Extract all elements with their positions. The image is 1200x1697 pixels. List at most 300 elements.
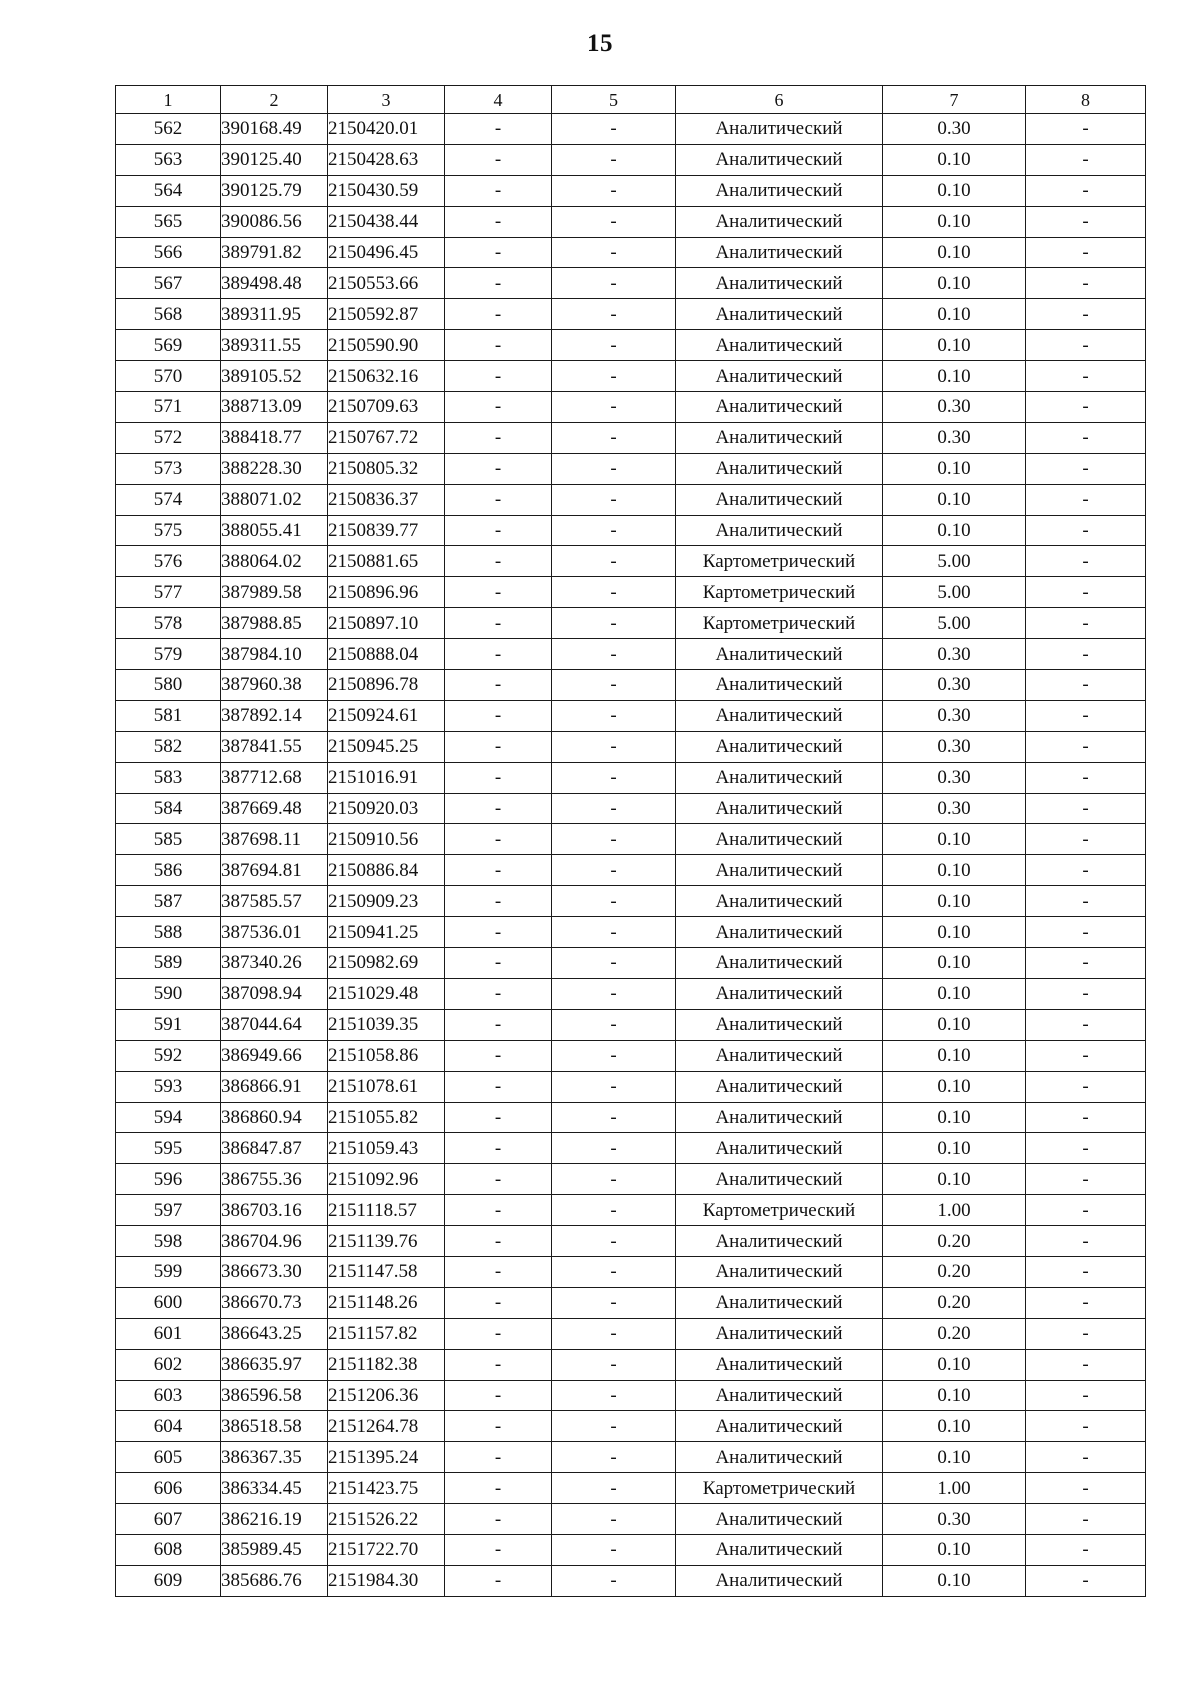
col-4-cell: - bbox=[445, 948, 552, 979]
table-row bbox=[116, 1442, 1146, 1473]
y-coordinate-cell: 2151206.36 bbox=[328, 1380, 445, 1411]
method-cell: Аналитический bbox=[676, 1504, 883, 1535]
table-row bbox=[116, 361, 1146, 392]
point-number-cell: 600 bbox=[116, 1287, 221, 1318]
accuracy-cell: 0.30 bbox=[883, 422, 1026, 453]
method-cell: Аналитический bbox=[676, 1040, 883, 1071]
table-row bbox=[116, 1009, 1146, 1040]
col-8-cell: - bbox=[1026, 762, 1146, 793]
point-number-cell: 591 bbox=[116, 1009, 221, 1040]
method-cell: Аналитический bbox=[676, 978, 883, 1009]
col-5-cell: - bbox=[552, 206, 676, 237]
method-cell: Аналитический bbox=[676, 515, 883, 546]
accuracy-cell: 0.10 bbox=[883, 1164, 1026, 1195]
point-number-cell: 607 bbox=[116, 1504, 221, 1535]
accuracy-cell: 0.10 bbox=[883, 886, 1026, 917]
col-5-cell: - bbox=[552, 670, 676, 701]
col-8-cell: - bbox=[1026, 1133, 1146, 1164]
col-8-cell: - bbox=[1026, 948, 1146, 979]
col-8-cell: - bbox=[1026, 546, 1146, 577]
accuracy-cell: 0.30 bbox=[883, 700, 1026, 731]
method-cell: Аналитический bbox=[676, 762, 883, 793]
point-number-cell: 601 bbox=[116, 1318, 221, 1349]
x-coordinate-cell: 388713.09 bbox=[221, 392, 328, 423]
method-cell: Аналитический bbox=[676, 237, 883, 268]
col-5-cell: - bbox=[552, 948, 676, 979]
x-coordinate-cell: 389791.82 bbox=[221, 237, 328, 268]
col-8-cell: - bbox=[1026, 731, 1146, 762]
accuracy-cell: 0.10 bbox=[883, 1534, 1026, 1565]
col-5-cell: - bbox=[552, 453, 676, 484]
accuracy-cell: 0.10 bbox=[883, 1349, 1026, 1380]
table-row bbox=[116, 392, 1146, 423]
y-coordinate-cell: 2150438.44 bbox=[328, 206, 445, 237]
col-4-cell: - bbox=[445, 1102, 552, 1133]
col-5-cell: - bbox=[552, 392, 676, 423]
accuracy-cell: 0.10 bbox=[883, 237, 1026, 268]
point-number-cell: 580 bbox=[116, 670, 221, 701]
x-coordinate-cell: 387536.01 bbox=[221, 917, 328, 948]
point-number-cell: 575 bbox=[116, 515, 221, 546]
col-4-cell: - bbox=[445, 1226, 552, 1257]
col-8-cell: - bbox=[1026, 1318, 1146, 1349]
col-4-cell: - bbox=[445, 762, 552, 793]
y-coordinate-cell: 2150924.61 bbox=[328, 700, 445, 731]
x-coordinate-cell: 389105.52 bbox=[221, 361, 328, 392]
col-8-cell: - bbox=[1026, 392, 1146, 423]
col-5-cell: - bbox=[552, 1380, 676, 1411]
y-coordinate-cell: 2151059.43 bbox=[328, 1133, 445, 1164]
col-4-cell: - bbox=[445, 144, 552, 175]
method-cell: Аналитический bbox=[676, 1287, 883, 1318]
method-cell: Аналитический bbox=[676, 1009, 883, 1040]
point-number-cell: 576 bbox=[116, 546, 221, 577]
col-4-cell: - bbox=[445, 1256, 552, 1287]
col-8-cell: - bbox=[1026, 1164, 1146, 1195]
accuracy-cell: 0.30 bbox=[883, 114, 1026, 145]
col-8-cell: - bbox=[1026, 361, 1146, 392]
col-5-cell: - bbox=[552, 917, 676, 948]
col-8-cell: - bbox=[1026, 206, 1146, 237]
y-coordinate-cell: 2151055.82 bbox=[328, 1102, 445, 1133]
table-row bbox=[116, 330, 1146, 361]
y-coordinate-cell: 2151395.24 bbox=[328, 1442, 445, 1473]
accuracy-cell: 0.10 bbox=[883, 1040, 1026, 1071]
method-cell: Аналитический bbox=[676, 793, 883, 824]
col-8-cell: - bbox=[1026, 1349, 1146, 1380]
col-5-cell: - bbox=[552, 546, 676, 577]
accuracy-cell: 0.10 bbox=[883, 1133, 1026, 1164]
col-5-cell: - bbox=[552, 515, 676, 546]
col-4-cell: - bbox=[445, 793, 552, 824]
point-number-cell: 572 bbox=[116, 422, 221, 453]
x-coordinate-cell: 386860.94 bbox=[221, 1102, 328, 1133]
accuracy-cell: 0.30 bbox=[883, 670, 1026, 701]
point-number-cell: 588 bbox=[116, 917, 221, 948]
col-4-cell: - bbox=[445, 361, 552, 392]
method-cell: Аналитический bbox=[676, 670, 883, 701]
method-cell: Аналитический bbox=[676, 175, 883, 206]
col-8-cell: - bbox=[1026, 453, 1146, 484]
accuracy-cell: 0.10 bbox=[883, 268, 1026, 299]
x-coordinate-cell: 387841.55 bbox=[221, 731, 328, 762]
y-coordinate-cell: 2150920.03 bbox=[328, 793, 445, 824]
col-5-cell: - bbox=[552, 1226, 676, 1257]
x-coordinate-cell: 386755.36 bbox=[221, 1164, 328, 1195]
col-5-cell: - bbox=[552, 1164, 676, 1195]
col-4-cell: - bbox=[445, 731, 552, 762]
accuracy-cell: 0.10 bbox=[883, 1380, 1026, 1411]
accuracy-cell: 0.10 bbox=[883, 299, 1026, 330]
col-4-cell: - bbox=[445, 515, 552, 546]
col-5-cell: - bbox=[552, 144, 676, 175]
col-4-cell: - bbox=[445, 1504, 552, 1535]
col-4-cell: - bbox=[445, 577, 552, 608]
point-number-cell: 568 bbox=[116, 299, 221, 330]
y-coordinate-cell: 2150896.96 bbox=[328, 577, 445, 608]
table-row bbox=[116, 731, 1146, 762]
col-5-cell: - bbox=[552, 855, 676, 886]
y-coordinate-cell: 2150897.10 bbox=[328, 608, 445, 639]
accuracy-cell: 0.30 bbox=[883, 639, 1026, 670]
method-cell: Аналитический bbox=[676, 206, 883, 237]
accuracy-cell: 0.10 bbox=[883, 206, 1026, 237]
point-number-cell: 567 bbox=[116, 268, 221, 299]
point-number-cell: 598 bbox=[116, 1226, 221, 1257]
y-coordinate-cell: 2150592.87 bbox=[328, 299, 445, 330]
col-8-cell: - bbox=[1026, 1473, 1146, 1504]
col-5-cell: - bbox=[552, 1504, 676, 1535]
col-4-cell: - bbox=[445, 824, 552, 855]
y-coordinate-cell: 2150709.63 bbox=[328, 392, 445, 423]
x-coordinate-cell: 389311.95 bbox=[221, 299, 328, 330]
table-row bbox=[116, 1040, 1146, 1071]
y-coordinate-cell: 2150428.63 bbox=[328, 144, 445, 175]
x-coordinate-cell: 385989.45 bbox=[221, 1534, 328, 1565]
col-4-cell: - bbox=[445, 917, 552, 948]
accuracy-cell: 0.10 bbox=[883, 361, 1026, 392]
table-row bbox=[116, 515, 1146, 546]
x-coordinate-cell: 390086.56 bbox=[221, 206, 328, 237]
col-5-cell: - bbox=[552, 484, 676, 515]
point-number-cell: 574 bbox=[116, 484, 221, 515]
col-4-cell: - bbox=[445, 1380, 552, 1411]
accuracy-cell: 0.10 bbox=[883, 484, 1026, 515]
method-cell: Картометрический bbox=[676, 1195, 883, 1226]
table-row bbox=[116, 1380, 1146, 1411]
method-cell: Аналитический bbox=[676, 114, 883, 145]
x-coordinate-cell: 387669.48 bbox=[221, 793, 328, 824]
col-4-cell: - bbox=[445, 237, 552, 268]
accuracy-cell: 0.10 bbox=[883, 948, 1026, 979]
table-row bbox=[116, 1164, 1146, 1195]
method-cell: Аналитический bbox=[676, 1164, 883, 1195]
col-5-cell: - bbox=[552, 1071, 676, 1102]
col-8-cell: - bbox=[1026, 1226, 1146, 1257]
point-number-cell: 604 bbox=[116, 1411, 221, 1442]
col-4-cell: - bbox=[445, 978, 552, 1009]
table-body bbox=[116, 114, 1146, 1597]
col-5-cell: - bbox=[552, 639, 676, 670]
x-coordinate-cell: 387960.38 bbox=[221, 670, 328, 701]
table-row bbox=[116, 855, 1146, 886]
x-coordinate-cell: 390168.49 bbox=[221, 114, 328, 145]
col-5-cell: - bbox=[552, 422, 676, 453]
col-5-cell: - bbox=[552, 361, 676, 392]
col-4-cell: - bbox=[445, 546, 552, 577]
y-coordinate-cell: 2151264.78 bbox=[328, 1411, 445, 1442]
col-5-cell: - bbox=[552, 1040, 676, 1071]
table-row bbox=[116, 1411, 1146, 1442]
header-row bbox=[116, 86, 1146, 114]
y-coordinate-cell: 2150910.56 bbox=[328, 824, 445, 855]
table-row bbox=[116, 824, 1146, 855]
col-8-cell: - bbox=[1026, 1009, 1146, 1040]
method-cell: Аналитический bbox=[676, 886, 883, 917]
col-8-cell: - bbox=[1026, 114, 1146, 145]
x-coordinate-cell: 389498.48 bbox=[221, 268, 328, 299]
y-coordinate-cell: 2151092.96 bbox=[328, 1164, 445, 1195]
coordinates-table bbox=[115, 85, 1146, 1597]
col-5-cell: - bbox=[552, 1009, 676, 1040]
table-row bbox=[116, 453, 1146, 484]
point-number-cell: 565 bbox=[116, 206, 221, 237]
x-coordinate-cell: 388071.02 bbox=[221, 484, 328, 515]
header-col-3: 3 bbox=[328, 86, 445, 114]
x-coordinate-cell: 386703.16 bbox=[221, 1195, 328, 1226]
method-cell: Картометрический bbox=[676, 577, 883, 608]
accuracy-cell: 0.10 bbox=[883, 330, 1026, 361]
col-8-cell: - bbox=[1026, 700, 1146, 731]
method-cell: Аналитический bbox=[676, 1256, 883, 1287]
table-row bbox=[116, 670, 1146, 701]
y-coordinate-cell: 2151526.22 bbox=[328, 1504, 445, 1535]
point-number-cell: 596 bbox=[116, 1164, 221, 1195]
point-number-cell: 582 bbox=[116, 731, 221, 762]
header-col-7: 7 bbox=[883, 86, 1026, 114]
method-cell: Аналитический bbox=[676, 422, 883, 453]
header-col-2: 2 bbox=[221, 86, 328, 114]
method-cell: Аналитический bbox=[676, 700, 883, 731]
col-8-cell: - bbox=[1026, 1565, 1146, 1596]
col-5-cell: - bbox=[552, 886, 676, 917]
col-4-cell: - bbox=[445, 1349, 552, 1380]
point-number-cell: 563 bbox=[116, 144, 221, 175]
method-cell: Аналитический bbox=[676, 1411, 883, 1442]
method-cell: Аналитический bbox=[676, 1133, 883, 1164]
col-5-cell: - bbox=[552, 1349, 676, 1380]
method-cell: Аналитический bbox=[676, 268, 883, 299]
x-coordinate-cell: 386670.73 bbox=[221, 1287, 328, 1318]
y-coordinate-cell: 2151016.91 bbox=[328, 762, 445, 793]
col-5-cell: - bbox=[552, 1473, 676, 1504]
y-coordinate-cell: 2150941.25 bbox=[328, 917, 445, 948]
col-8-cell: - bbox=[1026, 824, 1146, 855]
y-coordinate-cell: 2150888.04 bbox=[328, 639, 445, 670]
x-coordinate-cell: 386635.97 bbox=[221, 1349, 328, 1380]
method-cell: Аналитический bbox=[676, 948, 883, 979]
point-number-cell: 586 bbox=[116, 855, 221, 886]
col-4-cell: - bbox=[445, 1164, 552, 1195]
y-coordinate-cell: 2151118.57 bbox=[328, 1195, 445, 1226]
col-8-cell: - bbox=[1026, 1256, 1146, 1287]
method-cell: Аналитический bbox=[676, 484, 883, 515]
col-8-cell: - bbox=[1026, 484, 1146, 515]
table-row bbox=[116, 1565, 1146, 1596]
header-col-6: 6 bbox=[676, 86, 883, 114]
col-8-cell: - bbox=[1026, 1040, 1146, 1071]
method-cell: Аналитический bbox=[676, 1318, 883, 1349]
y-coordinate-cell: 2151722.70 bbox=[328, 1534, 445, 1565]
y-coordinate-cell: 2150632.16 bbox=[328, 361, 445, 392]
point-number-cell: 581 bbox=[116, 700, 221, 731]
col-4-cell: - bbox=[445, 700, 552, 731]
col-8-cell: - bbox=[1026, 175, 1146, 206]
col-5-cell: - bbox=[552, 577, 676, 608]
x-coordinate-cell: 387984.10 bbox=[221, 639, 328, 670]
table-row bbox=[116, 1504, 1146, 1535]
y-coordinate-cell: 2151423.75 bbox=[328, 1473, 445, 1504]
point-number-cell: 585 bbox=[116, 824, 221, 855]
accuracy-cell: 5.00 bbox=[883, 546, 1026, 577]
table-row bbox=[116, 422, 1146, 453]
method-cell: Аналитический bbox=[676, 330, 883, 361]
x-coordinate-cell: 387694.81 bbox=[221, 855, 328, 886]
col-8-cell: - bbox=[1026, 793, 1146, 824]
col-8-cell: - bbox=[1026, 1195, 1146, 1226]
point-number-cell: 609 bbox=[116, 1565, 221, 1596]
col-5-cell: - bbox=[552, 1256, 676, 1287]
accuracy-cell: 0.10 bbox=[883, 824, 1026, 855]
table-row bbox=[116, 639, 1146, 670]
accuracy-cell: 0.20 bbox=[883, 1318, 1026, 1349]
col-5-cell: - bbox=[552, 762, 676, 793]
col-4-cell: - bbox=[445, 1473, 552, 1504]
table-row bbox=[116, 1226, 1146, 1257]
col-4-cell: - bbox=[445, 268, 552, 299]
col-4-cell: - bbox=[445, 1565, 552, 1596]
col-4-cell: - bbox=[445, 392, 552, 423]
point-number-cell: 605 bbox=[116, 1442, 221, 1473]
y-coordinate-cell: 2150886.84 bbox=[328, 855, 445, 886]
y-coordinate-cell: 2151078.61 bbox=[328, 1071, 445, 1102]
table-row bbox=[116, 1102, 1146, 1133]
x-coordinate-cell: 388055.41 bbox=[221, 515, 328, 546]
y-coordinate-cell: 2150836.37 bbox=[328, 484, 445, 515]
col-4-cell: - bbox=[445, 1411, 552, 1442]
x-coordinate-cell: 386334.45 bbox=[221, 1473, 328, 1504]
col-4-cell: - bbox=[445, 1318, 552, 1349]
method-cell: Аналитический bbox=[676, 1380, 883, 1411]
method-cell: Картометрический bbox=[676, 546, 883, 577]
table-row bbox=[116, 175, 1146, 206]
col-5-cell: - bbox=[552, 731, 676, 762]
y-coordinate-cell: 2150590.90 bbox=[328, 330, 445, 361]
point-number-cell: 583 bbox=[116, 762, 221, 793]
accuracy-cell: 0.10 bbox=[883, 144, 1026, 175]
accuracy-cell: 0.10 bbox=[883, 515, 1026, 546]
method-cell: Аналитический bbox=[676, 453, 883, 484]
header-col-8: 8 bbox=[1026, 86, 1146, 114]
table-row bbox=[116, 1256, 1146, 1287]
method-cell: Аналитический bbox=[676, 361, 883, 392]
x-coordinate-cell: 387988.85 bbox=[221, 608, 328, 639]
accuracy-cell: 0.30 bbox=[883, 793, 1026, 824]
point-number-cell: 569 bbox=[116, 330, 221, 361]
y-coordinate-cell: 2150839.77 bbox=[328, 515, 445, 546]
table-row bbox=[116, 978, 1146, 1009]
y-coordinate-cell: 2151029.48 bbox=[328, 978, 445, 1009]
table-row bbox=[116, 762, 1146, 793]
point-number-cell: 594 bbox=[116, 1102, 221, 1133]
col-4-cell: - bbox=[445, 422, 552, 453]
y-coordinate-cell: 2150896.78 bbox=[328, 670, 445, 701]
y-coordinate-cell: 2151984.30 bbox=[328, 1565, 445, 1596]
col-4-cell: - bbox=[445, 1442, 552, 1473]
y-coordinate-cell: 2150767.72 bbox=[328, 422, 445, 453]
point-number-cell: 606 bbox=[116, 1473, 221, 1504]
accuracy-cell: 0.20 bbox=[883, 1226, 1026, 1257]
col-5-cell: - bbox=[552, 1195, 676, 1226]
y-coordinate-cell: 2150496.45 bbox=[328, 237, 445, 268]
header-col-5: 5 bbox=[552, 86, 676, 114]
point-number-cell: 608 bbox=[116, 1534, 221, 1565]
col-5-cell: - bbox=[552, 978, 676, 1009]
point-number-cell: 595 bbox=[116, 1133, 221, 1164]
accuracy-cell: 0.10 bbox=[883, 978, 1026, 1009]
point-number-cell: 570 bbox=[116, 361, 221, 392]
point-number-cell: 584 bbox=[116, 793, 221, 824]
x-coordinate-cell: 387698.11 bbox=[221, 824, 328, 855]
method-cell: Аналитический bbox=[676, 1102, 883, 1133]
x-coordinate-cell: 387098.94 bbox=[221, 978, 328, 1009]
accuracy-cell: 0.10 bbox=[883, 917, 1026, 948]
accuracy-cell: 0.30 bbox=[883, 731, 1026, 762]
accuracy-cell: 1.00 bbox=[883, 1195, 1026, 1226]
method-cell: Аналитический bbox=[676, 1071, 883, 1102]
y-coordinate-cell: 2150881.65 bbox=[328, 546, 445, 577]
y-coordinate-cell: 2151039.35 bbox=[328, 1009, 445, 1040]
x-coordinate-cell: 386216.19 bbox=[221, 1504, 328, 1535]
col-8-cell: - bbox=[1026, 1504, 1146, 1535]
method-cell: Картометрический bbox=[676, 1473, 883, 1504]
method-cell: Аналитический bbox=[676, 392, 883, 423]
col-5-cell: - bbox=[552, 824, 676, 855]
col-8-cell: - bbox=[1026, 1102, 1146, 1133]
x-coordinate-cell: 386643.25 bbox=[221, 1318, 328, 1349]
accuracy-cell: 0.10 bbox=[883, 1071, 1026, 1102]
method-cell: Аналитический bbox=[676, 1534, 883, 1565]
table-row bbox=[116, 546, 1146, 577]
accuracy-cell: 0.10 bbox=[883, 175, 1026, 206]
col-5-cell: - bbox=[552, 1534, 676, 1565]
table-row bbox=[116, 268, 1146, 299]
table-row bbox=[116, 299, 1146, 330]
y-coordinate-cell: 2150945.25 bbox=[328, 731, 445, 762]
method-cell: Аналитический bbox=[676, 731, 883, 762]
x-coordinate-cell: 385686.76 bbox=[221, 1565, 328, 1596]
method-cell: Аналитический bbox=[676, 1349, 883, 1380]
table-row bbox=[116, 577, 1146, 608]
table-row bbox=[116, 1071, 1146, 1102]
col-8-cell: - bbox=[1026, 855, 1146, 886]
col-8-cell: - bbox=[1026, 515, 1146, 546]
method-cell: Аналитический bbox=[676, 917, 883, 948]
table-header bbox=[116, 86, 1146, 114]
x-coordinate-cell: 387892.14 bbox=[221, 700, 328, 731]
col-5-cell: - bbox=[552, 1318, 676, 1349]
col-5-cell: - bbox=[552, 1442, 676, 1473]
